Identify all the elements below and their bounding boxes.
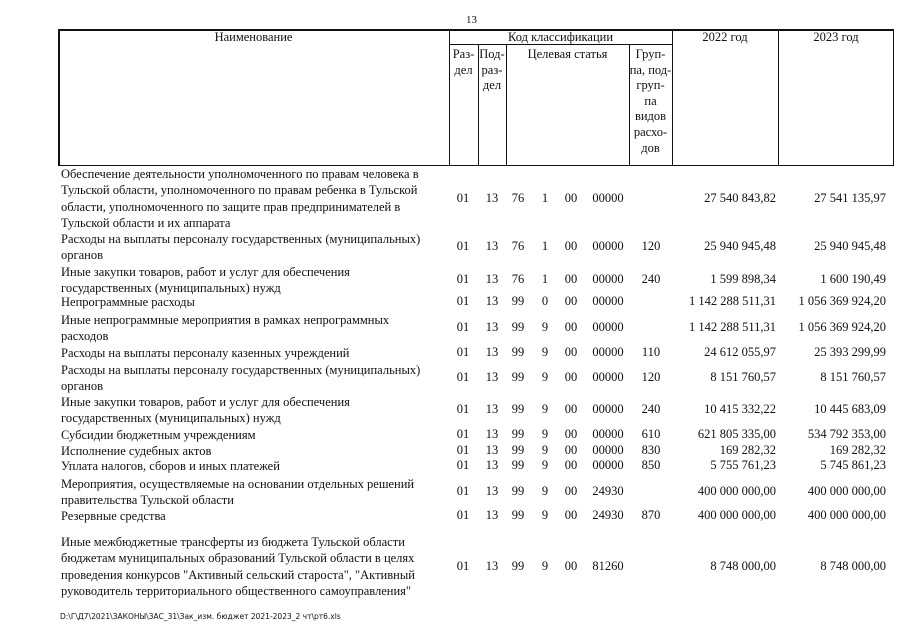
cell-t2: 9 (541, 370, 549, 385)
cell-t3: 00 (564, 443, 578, 458)
cell-t3: 00 (564, 239, 578, 254)
table-row (0, 443, 905, 458)
table-row (0, 264, 905, 294)
cell-rz: 01 (456, 558, 470, 573)
cell-v2022: 1 142 288 511,31 (688, 320, 776, 335)
cell-t4: 24930 (592, 484, 624, 499)
header-razdel: Раз- дел (452, 47, 475, 77)
cell-t1: 99 (511, 508, 525, 523)
cell-t2: 9 (541, 458, 549, 473)
row-name: Субсидии бюджетным учреждениям (61, 428, 256, 442)
cell-v2022: 169 282,32 (719, 443, 776, 458)
cell-rz: 01 (456, 484, 470, 499)
cell-t3: 00 (564, 508, 578, 523)
cell-t1: 99 (511, 345, 525, 360)
cell-t2: 9 (541, 508, 549, 523)
cell-t2: 9 (541, 484, 549, 499)
table-row (0, 427, 905, 443)
cell-rz: 01 (456, 345, 470, 360)
cell-pr: 13 (485, 370, 499, 385)
cell-t3: 00 (564, 402, 578, 417)
cell-v2022: 10 415 332,22 (704, 402, 776, 417)
cell-rz: 01 (456, 320, 470, 335)
cell-vr: 870 (641, 508, 661, 523)
cell-pr: 13 (485, 484, 499, 499)
cell-t3: 00 (564, 458, 578, 473)
cell-vr: 240 (641, 402, 661, 417)
cell-rz: 01 (456, 402, 470, 417)
header-2022: 2022 год (702, 30, 748, 44)
cell-vr: 120 (641, 239, 661, 254)
cell-rz: 01 (456, 443, 470, 458)
cell-t3: 00 (564, 558, 578, 573)
cell-t3: 00 (564, 427, 578, 442)
cell-pr: 13 (485, 239, 499, 254)
cell-t2: 9 (541, 320, 549, 335)
cell-v2022: 25 940 945,48 (704, 239, 776, 254)
cell-t2: 1 (541, 190, 549, 205)
page-number: 13 (466, 14, 477, 26)
cell-t3: 00 (564, 484, 578, 499)
cell-v2023: 1 600 190,49 (820, 272, 886, 287)
cell-t2: 9 (541, 402, 549, 417)
cell-v2023: 1 056 369 924,20 (798, 294, 886, 309)
row-name: Иные непрограммные мероприятия в рамках непрограммных расходов (61, 313, 390, 344)
cell-v2023: 400 000 000,00 (807, 484, 886, 499)
table-row (0, 166, 905, 232)
row-name: Непрограммные расходы (61, 295, 195, 309)
cell-v2022: 1 599 898,34 (710, 272, 776, 287)
cell-t1: 99 (511, 458, 525, 473)
cell-t4: 00000 (592, 190, 624, 205)
cell-v2023: 169 282,32 (829, 443, 886, 458)
row-name: Резервные средства (61, 509, 166, 523)
cell-pr: 13 (485, 427, 499, 442)
table-row (0, 345, 905, 362)
cell-t4: 00000 (592, 320, 624, 335)
cell-rz: 01 (456, 370, 470, 385)
row-name: Обеспечение деятельности уполномоченного по правам человека в Тульской области, уполномоченного по правам ребенка в Тульской области, уполномоченного по защите прав предпринимателей в Тульской области и их аппарата (61, 167, 419, 231)
cell-t2: 9 (541, 427, 549, 442)
cell-v2022: 400 000 000,00 (697, 484, 776, 499)
table-row (0, 294, 905, 312)
cell-t4: 00000 (592, 458, 624, 473)
cell-v2022: 621 805 335,00 (697, 427, 776, 442)
cell-rz: 01 (456, 272, 470, 287)
cell-t2: 9 (541, 443, 549, 458)
row-name: Иные межбюджетные трансферты из бюджета Тульской области бюджетам муниципальных образований Тульской области в целях проведения конкурсов "Активный сельский староста", "Активный руководитель территориального общественного самоуправления" (61, 535, 415, 599)
cell-t4: 00000 (592, 443, 624, 458)
table-row (0, 476, 905, 508)
cell-v2023: 8 748 000,00 (820, 558, 886, 573)
cell-pr: 13 (485, 190, 499, 205)
cell-t4: 24930 (592, 508, 624, 523)
cell-v2022: 1 142 288 511,31 (688, 294, 776, 309)
cell-t4: 00000 (592, 239, 624, 254)
cell-t3: 00 (564, 294, 578, 309)
cell-v2022: 8 748 000,00 (710, 558, 776, 573)
cell-pr: 13 (485, 294, 499, 309)
cell-t3: 00 (564, 345, 578, 360)
header-2023: 2023 год (813, 30, 859, 44)
cell-rz: 01 (456, 508, 470, 523)
cell-t4: 81260 (592, 558, 624, 573)
header-classification: Код классификации (507, 30, 614, 44)
cell-t4: 00000 (592, 370, 624, 385)
table-row (0, 534, 905, 598)
cell-vr: 240 (641, 272, 661, 287)
cell-t4: 00000 (592, 402, 624, 417)
table-row (0, 231, 905, 264)
cell-t2: 1 (541, 272, 549, 287)
cell-v2022: 27 540 843,82 (704, 190, 776, 205)
cell-v2023: 400 000 000,00 (807, 508, 886, 523)
cell-pr: 13 (485, 272, 499, 287)
cell-pr: 13 (485, 443, 499, 458)
cell-pr: 13 (485, 345, 499, 360)
cell-pr: 13 (485, 558, 499, 573)
cell-pr: 13 (485, 508, 499, 523)
cell-t2: 1 (541, 239, 549, 254)
row-name: Уплата налогов, сборов и иных платежей (61, 459, 280, 473)
file-path: D:\Г\Д7\2021\ЗАКОНЫ\ЗАС_31\Зак_изм. бюджет 2021-2023_2 чт\рт6.xls (60, 612, 341, 621)
cell-t1: 76 (511, 239, 525, 254)
cell-vr: 850 (641, 458, 661, 473)
cell-v2023: 5 745 861,23 (820, 458, 886, 473)
cell-v2022: 5 755 761,23 (710, 458, 776, 473)
cell-t2: 9 (541, 345, 549, 360)
row-name: Иные закупки товаров, работ и услуг для обеспечения государственных (муниципальных) нужд (61, 395, 350, 426)
table-row (0, 458, 905, 476)
header-name: Наименование (214, 30, 293, 44)
row-name: Расходы на выплаты персоналу казенных учреждений (61, 346, 350, 360)
cell-rz: 01 (456, 458, 470, 473)
header-podrazdel: Под- раз- дел (479, 47, 505, 93)
table-row (0, 508, 905, 534)
cell-vr: 110 (641, 345, 661, 360)
cell-t1: 99 (511, 558, 525, 573)
cell-v2023: 534 792 353,00 (807, 427, 886, 442)
cell-rz: 01 (456, 294, 470, 309)
cell-v2022: 400 000 000,00 (697, 508, 776, 523)
row-name: Мероприятия, осуществляемые на основании отдельных решений правительства Тульской области (61, 477, 415, 508)
cell-t1: 99 (511, 427, 525, 442)
cell-rz: 01 (456, 239, 470, 254)
cell-v2023: 25 393 299,99 (814, 345, 886, 360)
row-name: Расходы на выплаты персоналу государственных (муниципальных) органов (61, 363, 421, 394)
cell-pr: 13 (485, 320, 499, 335)
cell-t2: 0 (541, 294, 549, 309)
cell-rz: 01 (456, 190, 470, 205)
cell-t4: 00000 (592, 294, 624, 309)
cell-t1: 76 (511, 190, 525, 205)
cell-v2023: 27 541 135,97 (814, 190, 886, 205)
cell-v2022: 8 151 760,57 (710, 370, 776, 385)
cell-t3: 00 (564, 190, 578, 205)
header-group: Груп- па, под- груп- па видов расхо- дов (629, 47, 672, 155)
cell-t3: 00 (564, 272, 578, 287)
cell-t4: 00000 (592, 427, 624, 442)
cell-v2023: 10 445 683,09 (814, 402, 886, 417)
cell-t4: 00000 (592, 345, 624, 360)
header-target: Целевая статья (527, 47, 608, 61)
cell-t3: 00 (564, 320, 578, 335)
cell-t3: 00 (564, 370, 578, 385)
cell-v2023: 25 940 945,48 (814, 239, 886, 254)
table-header (58, 29, 894, 166)
cell-pr: 13 (485, 402, 499, 417)
cell-vr: 120 (641, 370, 661, 385)
cell-t1: 99 (511, 443, 525, 458)
cell-v2022: 24 612 055,97 (704, 345, 776, 360)
table-row (0, 394, 905, 427)
cell-rz: 01 (456, 427, 470, 442)
row-name: Исполнение судебных актов (61, 444, 212, 458)
table-row (0, 362, 905, 394)
cell-t1: 99 (511, 320, 525, 335)
row-name: Иные закупки товаров, работ и услуг для обеспечения государственных (муниципальных) нужд (61, 265, 350, 296)
cell-t1: 99 (511, 370, 525, 385)
cell-t1: 99 (511, 484, 525, 499)
table-row (0, 312, 905, 345)
cell-t1: 99 (511, 402, 525, 417)
cell-vr: 610 (641, 427, 661, 442)
cell-t1: 76 (511, 272, 525, 287)
row-name: Расходы на выплаты персоналу государственных (муниципальных) органов (61, 232, 421, 263)
cell-pr: 13 (485, 458, 499, 473)
cell-t4: 00000 (592, 272, 624, 287)
cell-v2023: 8 151 760,57 (820, 370, 886, 385)
cell-vr: 830 (641, 443, 661, 458)
cell-v2023: 1 056 369 924,20 (798, 320, 886, 335)
cell-t2: 9 (541, 558, 549, 573)
cell-t1: 99 (511, 294, 525, 309)
